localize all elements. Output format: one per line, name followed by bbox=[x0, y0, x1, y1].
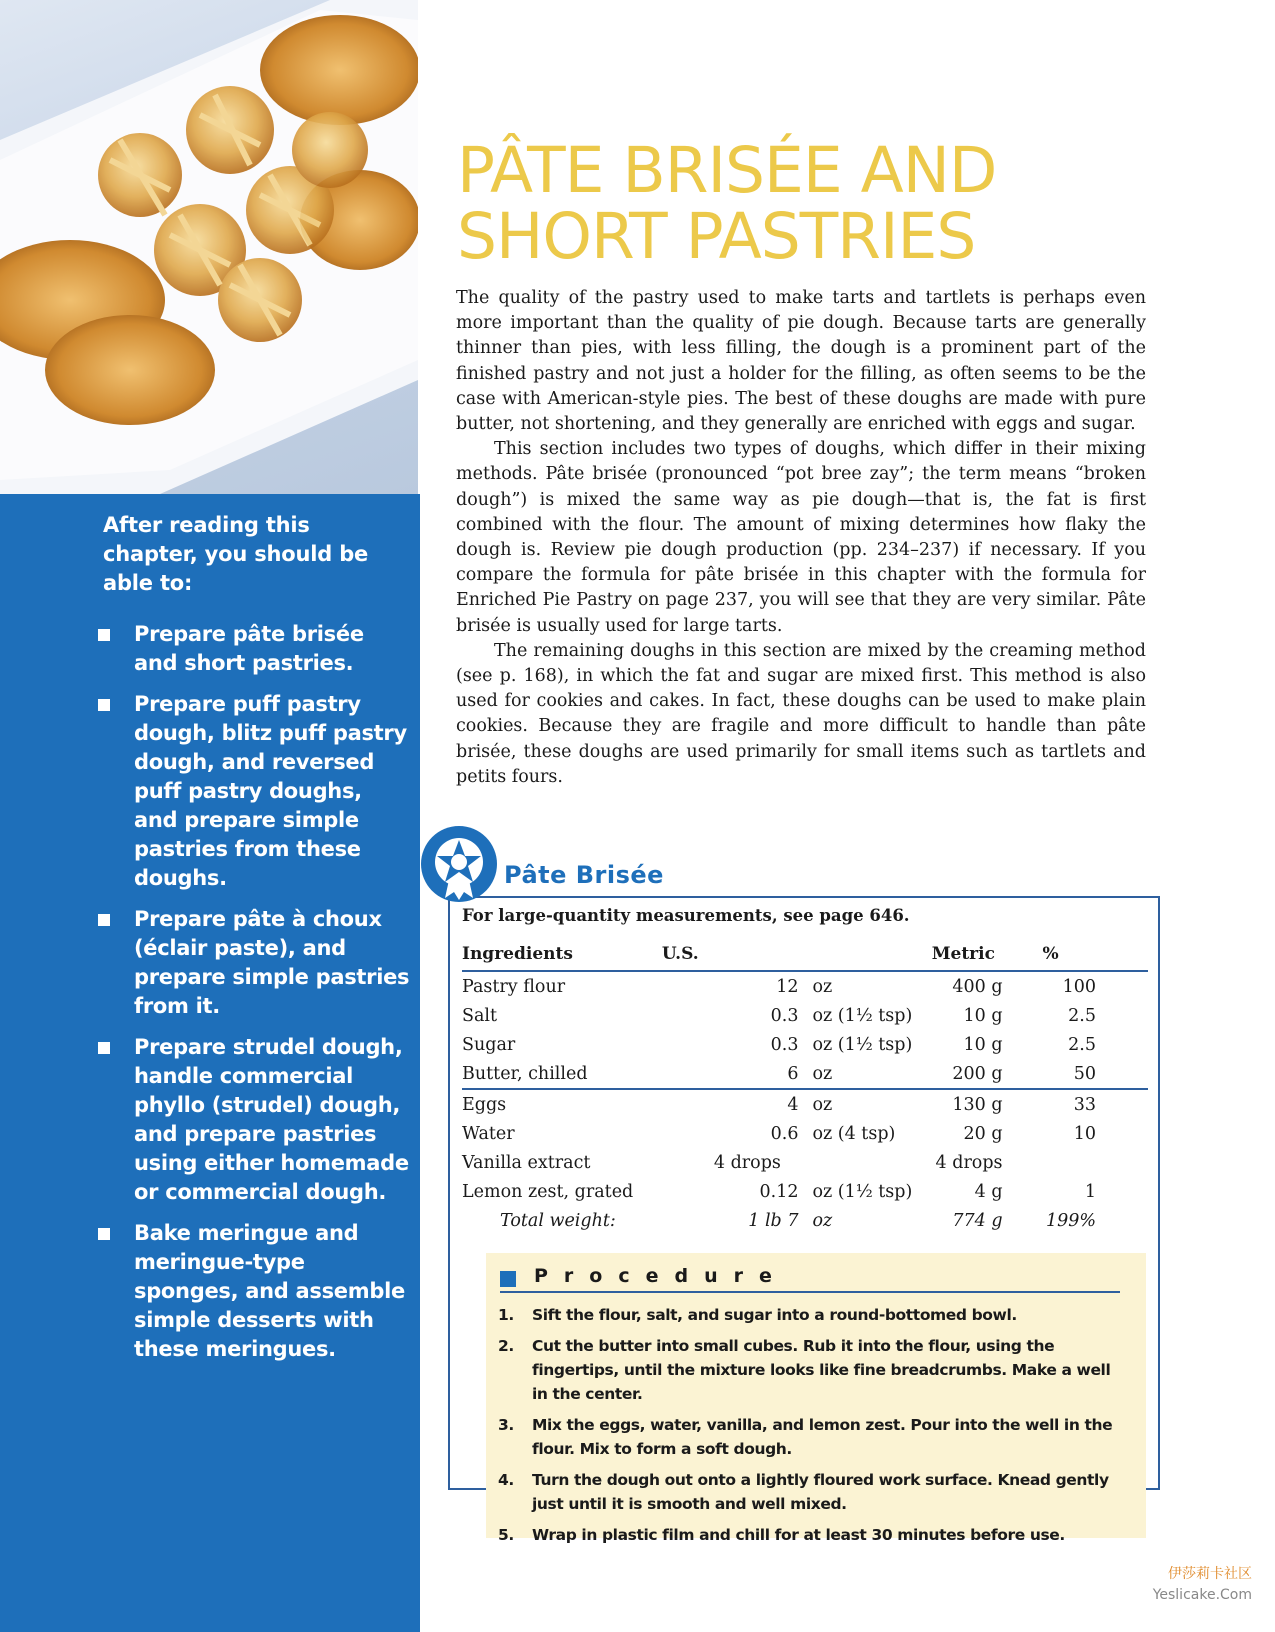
ingredient-name: Lemon zest, grated bbox=[462, 1181, 634, 1202]
header-metric: Metric bbox=[932, 938, 1003, 971]
total-percent: 199% bbox=[1045, 1210, 1096, 1231]
procedure-title: Procedure bbox=[534, 1265, 788, 1287]
procedure-panel bbox=[486, 1253, 1146, 1544]
percent-value: 33 bbox=[1003, 1089, 1148, 1119]
us-quantity: 0.6 bbox=[770, 1123, 799, 1144]
objective-text: Prepare puff pastry dough, blitz puff pastry dough, and reversed puff pastry doughs, and prepare simple pastries from these doughs. bbox=[134, 692, 407, 890]
us-quantity: 6 bbox=[787, 1063, 799, 1084]
percent-value: 100 bbox=[1062, 976, 1096, 997]
body-paragraph: This section includes two types of doughs, which differ in their mixing methods. Pâte brisée (pronounced “pot bree zay”; the term means “broken dough”) is mixed the same way as pie dough—that is, the fat is first combined with the flour. The amount of mixing determines how flaky the dough is. Review pie dough production (pp. 234–237) if necessary. If you compare the formula for pâte brisée in this chapter with the formula for Enriched Pie Pastry on page 237, you will see that they are very similar. Pâte brisée is usually used for large tarts. bbox=[456, 439, 1146, 636]
metric-quantity: 10 g bbox=[963, 1034, 1003, 1055]
objective-item bbox=[98, 620, 410, 678]
percent-value bbox=[1003, 1148, 1148, 1177]
us-unit: oz bbox=[812, 1063, 833, 1084]
header-ingredients: Ingredients bbox=[462, 938, 662, 971]
procedure-header bbox=[500, 1267, 1120, 1293]
objective-item bbox=[98, 1219, 410, 1364]
total-us-quantity: 1 lb 7 bbox=[748, 1210, 799, 1231]
objectives-intro: After reading this chapter, you should be able to: bbox=[103, 513, 369, 595]
metric-quantity: 400 g bbox=[952, 976, 1003, 997]
metric-quantity: 4 drops bbox=[935, 1152, 1003, 1173]
us-quantity: 4 bbox=[662, 1089, 813, 1119]
us-quantity: 0.3 bbox=[770, 1005, 799, 1026]
step-number: 5. bbox=[498, 1526, 514, 1544]
total-label: Total weight: bbox=[500, 1210, 616, 1231]
step-text: Cut the butter into small cubes. Rub it into the flour, using the fingertips, until the mixture looks like fine breadcrumbs. Make a well in the center. bbox=[532, 1337, 1111, 1403]
procedure-step bbox=[498, 1523, 1118, 1547]
metric-quantity: 130 g bbox=[932, 1089, 1003, 1119]
watermark-chinese: 伊莎莉卡社区 bbox=[1168, 1566, 1252, 1582]
us-unit: oz bbox=[812, 976, 833, 997]
us-unit bbox=[812, 1148, 931, 1177]
percent-value: 2.5 bbox=[1068, 1034, 1096, 1055]
objective-item bbox=[98, 905, 410, 1021]
header-us: U.S. bbox=[662, 938, 813, 971]
header-us-unit bbox=[812, 938, 931, 971]
header-percent: % bbox=[1003, 938, 1148, 971]
us-quantity: 4 drops bbox=[713, 1152, 781, 1173]
step-number: 2. bbox=[498, 1337, 514, 1355]
us-unit: oz bbox=[812, 1089, 931, 1119]
step-number: 4. bbox=[498, 1471, 514, 1489]
total-us-unit: oz bbox=[812, 1210, 833, 1231]
recipe-title: Pâte Brisée bbox=[504, 861, 664, 889]
step-text: Turn the dough out onto a lightly floured work surface. Knead gently just until it is smooth and well mixed. bbox=[532, 1471, 1109, 1513]
total-row bbox=[462, 1206, 1148, 1235]
procedure-step bbox=[498, 1468, 1118, 1516]
objective-item bbox=[98, 690, 410, 893]
recipe-note: For large-quantity measurements, see page 646. bbox=[462, 906, 910, 925]
step-text: Wrap in plastic film and chill for at least 30 minutes before use. bbox=[532, 1526, 1065, 1544]
us-unit: oz (4 tsp) bbox=[812, 1123, 896, 1144]
us-unit: oz (1½ tsp) bbox=[812, 1005, 913, 1026]
objective-text: Prepare pâte brisée and short pastries. bbox=[134, 622, 364, 675]
step-number: 3. bbox=[498, 1416, 514, 1434]
bullet-square-icon bbox=[98, 914, 110, 926]
ingredient-name: Butter, chilled bbox=[462, 1063, 588, 1084]
bullet-square-icon bbox=[98, 699, 110, 711]
procedure-square-icon bbox=[500, 1271, 516, 1287]
metric-quantity: 200 g bbox=[952, 1063, 1003, 1084]
procedure-step bbox=[498, 1413, 1118, 1461]
ingredient-name: Vanilla extract bbox=[462, 1152, 591, 1173]
objective-text: Bake meringue and meringue-type sponges, and assemble simple desserts with these meringues. bbox=[134, 1221, 405, 1361]
ingredient-name: Sugar bbox=[462, 1034, 516, 1055]
objective-text: Prepare pâte à choux (éclair paste), and prepare simple pastries from it. bbox=[134, 907, 410, 1018]
table-row bbox=[462, 1119, 1148, 1148]
us-unit: oz (1½ tsp) bbox=[812, 1034, 913, 1055]
objectives-list bbox=[98, 620, 410, 1376]
ingredient-name: Pastry flour bbox=[462, 976, 566, 997]
total-metric: 774 g bbox=[952, 1210, 1003, 1231]
body-paragraph: The quality of the pastry used to make tarts and tartlets is perhaps even more important than the quality of pie dough. Because tarts are generally thinner than pies, with less filling, the dough is a prominent part of the finished pastry and not just a holder for the filling, as often seems to be the case with American-style pies. The best of these doughs are made with pure butter, not shortening, and they generally are enriched with eggs and sugar. bbox=[456, 288, 1146, 435]
percent-value: 2.5 bbox=[1068, 1005, 1096, 1026]
percent-value: 50 bbox=[1073, 1063, 1096, 1084]
metric-quantity: 4 g bbox=[974, 1181, 1003, 1202]
ingredients-table bbox=[462, 938, 1148, 1235]
table-header-row bbox=[462, 938, 1148, 971]
objective-item bbox=[98, 1033, 410, 1207]
us-quantity: 12 bbox=[776, 976, 799, 997]
table-row bbox=[462, 1089, 1148, 1119]
table-row bbox=[462, 1059, 1148, 1089]
metric-quantity: 20 g bbox=[963, 1123, 1003, 1144]
table-row bbox=[462, 1030, 1148, 1059]
body-paragraph: The remaining doughs in this section are mixed by the creaming method (see p. 168), in which the fat and sugar are mixed first. This method is also used for cookies and cakes. In fact, these doughs can be used to make plain cookies. Because they are fragile and more difficult to handle than pâte brisée, these doughs are used primarily for small items such as tartlets and petits fours. bbox=[456, 640, 1146, 787]
watermark bbox=[1132, 1564, 1252, 1606]
step-number: 1. bbox=[498, 1306, 514, 1324]
bullet-square-icon bbox=[98, 1042, 110, 1054]
bullet-square-icon bbox=[98, 1228, 110, 1240]
us-unit: oz (1½ tsp) bbox=[812, 1181, 913, 1202]
ingredient-name: Eggs bbox=[462, 1089, 662, 1119]
step-text: Mix the eggs, water, vanilla, and lemon zest. Pour into the well in the flour. Mix to form a soft dough. bbox=[532, 1416, 1113, 1458]
procedure-steps bbox=[498, 1303, 1118, 1554]
table-row bbox=[462, 1177, 1148, 1206]
watermark-url: Yeslicake.Com bbox=[1152, 1587, 1252, 1603]
objective-text: Prepare strudel dough, handle commercial phyllo (strudel) dough, and prepare pastries using either homemade or commercial dough. bbox=[134, 1035, 409, 1204]
chapter-body bbox=[456, 286, 1146, 790]
chapter-title: PÂTE BRISÉE AND SHORT PASTRIES bbox=[457, 134, 997, 273]
le-cordon-bleu-emblem-icon bbox=[421, 826, 497, 902]
table-row bbox=[462, 1001, 1148, 1030]
step-text: Sift the flour, salt, and sugar into a round-bottomed bowl. bbox=[532, 1306, 1017, 1324]
percent-value: 1 bbox=[1084, 1181, 1096, 1202]
ingredient-name: Salt bbox=[462, 1005, 498, 1026]
procedure-step bbox=[498, 1334, 1118, 1406]
us-quantity: 0.12 bbox=[759, 1181, 799, 1202]
us-quantity: 0.3 bbox=[770, 1034, 799, 1055]
table-row bbox=[462, 1148, 1148, 1177]
bullet-square-icon bbox=[98, 629, 110, 641]
metric-quantity: 10 g bbox=[963, 1005, 1003, 1026]
pastries-photo bbox=[0, 0, 418, 494]
percent-value: 10 bbox=[1073, 1123, 1096, 1144]
ingredient-name: Water bbox=[462, 1123, 515, 1144]
procedure-step bbox=[498, 1303, 1118, 1327]
table-row bbox=[462, 971, 1148, 1001]
